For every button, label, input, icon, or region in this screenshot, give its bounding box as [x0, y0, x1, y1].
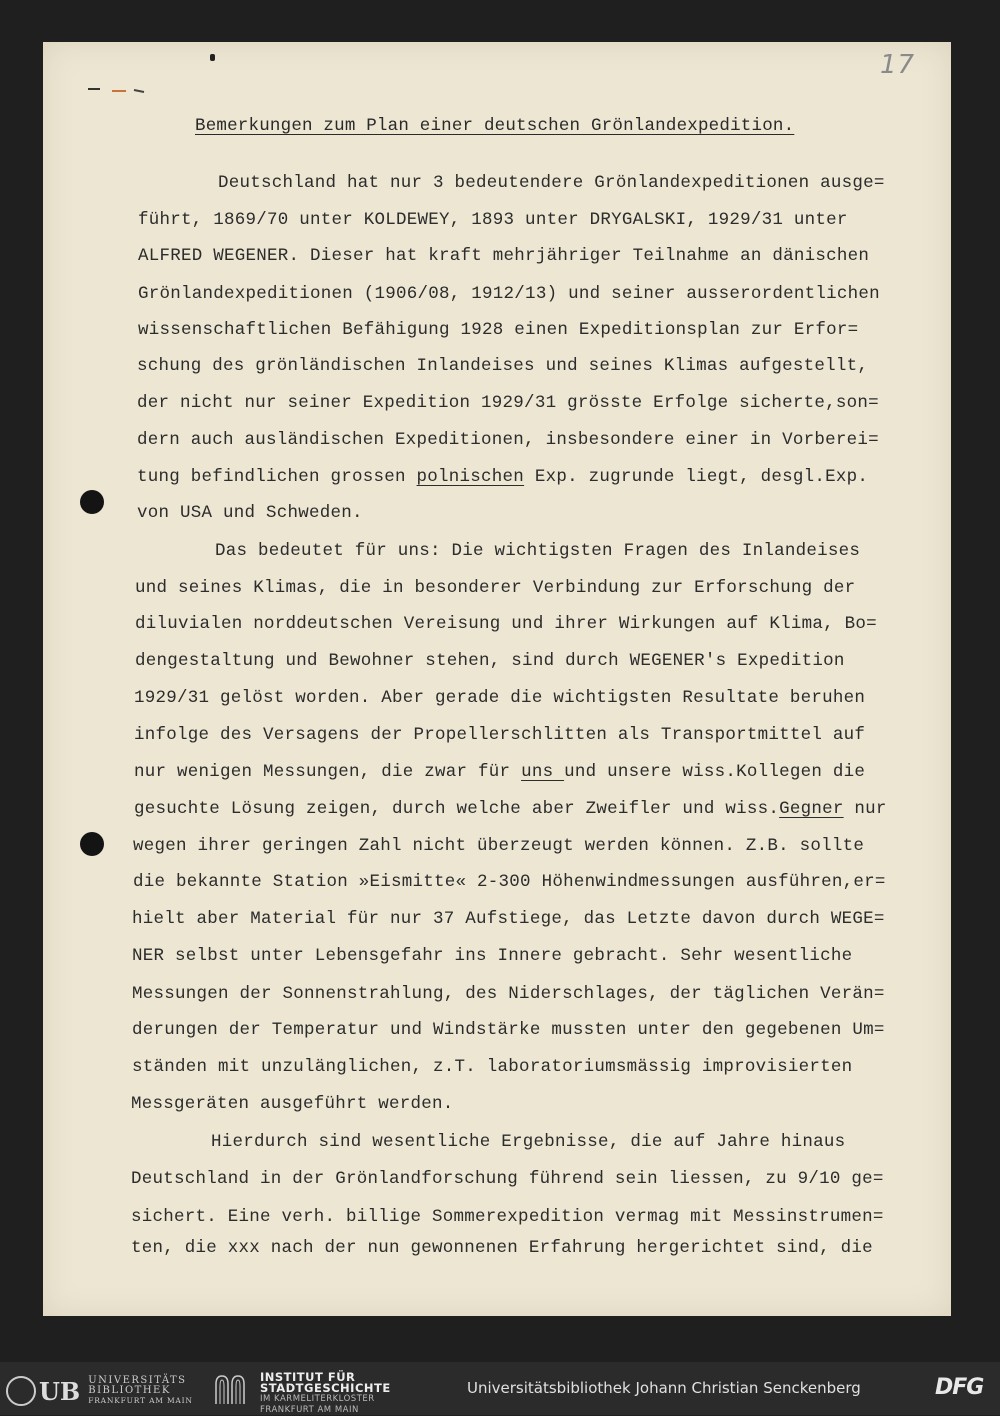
- ub-name-line: BIBLIOTHEK: [88, 1385, 171, 1396]
- ub-name-line: UNIVERSITÄTS: [88, 1375, 187, 1386]
- body-line: wissenschaftlichen Befähigung 1928 einen Expeditionsplan zur Erfor=: [138, 320, 859, 340]
- body-line: sichert. Eine verh. billige Sommerexpedition vermag mit Messinstrumen=: [131, 1207, 884, 1227]
- body-line: diluvialen norddeutschen Vereisung und ihrer Wirkungen auf Klima, Bo=: [135, 614, 877, 634]
- body-line: führt, 1869/70 unter KOLDEWEY, 1893 unter DRYGALSKI, 1929/31 unter: [138, 210, 848, 230]
- institute-name-line: IM KARMELITERKLOSTER: [260, 1394, 375, 1404]
- body-line: hielt aber Material für nur 37 Aufstiege, das Letzte davon durch WEGE=: [132, 909, 885, 929]
- body-line: Deutschland hat nur 3 bedeutendere Grönlandexpeditionen ausge=: [218, 173, 885, 193]
- body-line: [134, 762, 865, 782]
- underlined-word: polnischen: [416, 467, 525, 487]
- body-line: Deutschland in der Grönlandforschung führend sein liessen, zu 9/10 ge=: [131, 1169, 884, 1189]
- line-text: gesuchte Lösung zeigen, durch welche aber Zweifler und wiss.: [134, 799, 780, 819]
- pencil-mark: [86, 86, 146, 96]
- institute-name: [260, 1372, 391, 1416]
- body-line: Das bedeutet für uns: Die wichtigsten Fragen des Inlandeises: [215, 541, 861, 561]
- institute-logo[interactable]: [212, 1372, 391, 1416]
- body-line: ständen mit unzulänglichen, z.T. laboratoriumsmässig improvisierten: [132, 1057, 853, 1077]
- ub-logo[interactable]: [6, 1376, 193, 1406]
- institute-name-line: STADTGESCHICHTE: [260, 1381, 391, 1395]
- body-line: Grönlandexpeditionen (1906/08, 1912/13) und seiner ausserordentlichen: [138, 284, 880, 304]
- body-line: [134, 799, 887, 819]
- punch-hole: [80, 832, 104, 856]
- body-line: 1929/31 gelöst worden. Aber gerade die wichtigsten Resultate beruhen: [134, 688, 866, 708]
- footer-bar: [0, 1362, 1000, 1415]
- body-line: und seines Klimas, die in besonderer Verbindung zur Erforschung der: [135, 578, 856, 598]
- document-page: [43, 42, 951, 1316]
- body-line: von USA und Schweden.: [137, 503, 363, 523]
- underlined-word: Gegner: [779, 799, 844, 819]
- ub-name-line: FRANKFURT AM MAIN: [88, 1396, 193, 1405]
- institute-name-line: INSTITUT FÜR: [260, 1370, 356, 1384]
- document-title: Bemerkungen zum Plan einer deutschen Grönlandexpedition.: [195, 116, 795, 136]
- dfg-logo[interactable]: DFG: [935, 1375, 984, 1400]
- punch-hole: [80, 490, 104, 514]
- body-line: [137, 467, 868, 487]
- body-line: dern auch ausländischen Expeditionen, insbesondere einer in Vorberei=: [137, 430, 879, 450]
- seal-icon: [6, 1376, 36, 1406]
- ub-letters: UB: [39, 1376, 81, 1406]
- institute-name-line: FRANKFURT AM MAIN: [260, 1405, 359, 1415]
- ink-speck: [210, 54, 215, 61]
- underlined-word: uns: [521, 762, 565, 782]
- body-line: der nicht nur seiner Expedition 1929/31 grösste Erfolge sicherte,son=: [137, 393, 879, 413]
- body-line: Messgeräten ausgeführt werden.: [131, 1094, 454, 1114]
- body-line: derungen der Temperatur und Windstärke mussten unter den gegebenen Um=: [132, 1020, 885, 1040]
- page-number: 17: [880, 50, 916, 80]
- body-line: ten, die xxx nach der nun gewonnenen Erfahrung hergerichtet sind, die: [131, 1238, 873, 1258]
- body-line: dengestaltung und Bewohner stehen, sind durch WEGENER's Expedition: [135, 651, 845, 671]
- arches-icon: [212, 1372, 252, 1406]
- ub-name: [88, 1376, 193, 1406]
- body-line: ALFRED WEGENER. Dieser hat kraft mehrjähriger Teilnahme an dänischen: [138, 246, 870, 266]
- line-text: tung befindlichen grossen: [137, 467, 417, 487]
- body-line: wegen ihrer geringen Zahl nicht überzeugt werden können. Z.B. sollte: [133, 836, 865, 856]
- body-line: schung des grönländischen Inlandeises und seines Klimas aufgestellt,: [137, 356, 869, 376]
- line-text: Exp. zugrunde liegt, desgl.Exp.: [524, 467, 869, 487]
- line-text: nur wenigen Messungen, die zwar für: [134, 762, 522, 782]
- line-text: und unsere wiss.Kollegen die: [564, 762, 866, 782]
- library-caption: Universitätsbibliothek Johann Christian Senckenberg: [467, 1379, 861, 1397]
- body-line: Messungen der Sonnenstrahlung, des Niderschlages, der täglichen Verän=: [132, 984, 885, 1004]
- body-line: infolge des Versagens der Propellerschlitten als Transportmittel auf: [134, 725, 866, 745]
- body-line: NER selbst unter Lebensgefahr ins Innere gebracht. Sehr wesentliche: [132, 946, 853, 966]
- body-line: die bekannte Station »Eismitte« 2-300 Höhenwindmessungen ausführen,er=: [133, 872, 886, 892]
- line-text: nur: [843, 799, 887, 819]
- body-line: Hierdurch sind wesentliche Ergebnisse, die auf Jahre hinaus: [211, 1132, 846, 1152]
